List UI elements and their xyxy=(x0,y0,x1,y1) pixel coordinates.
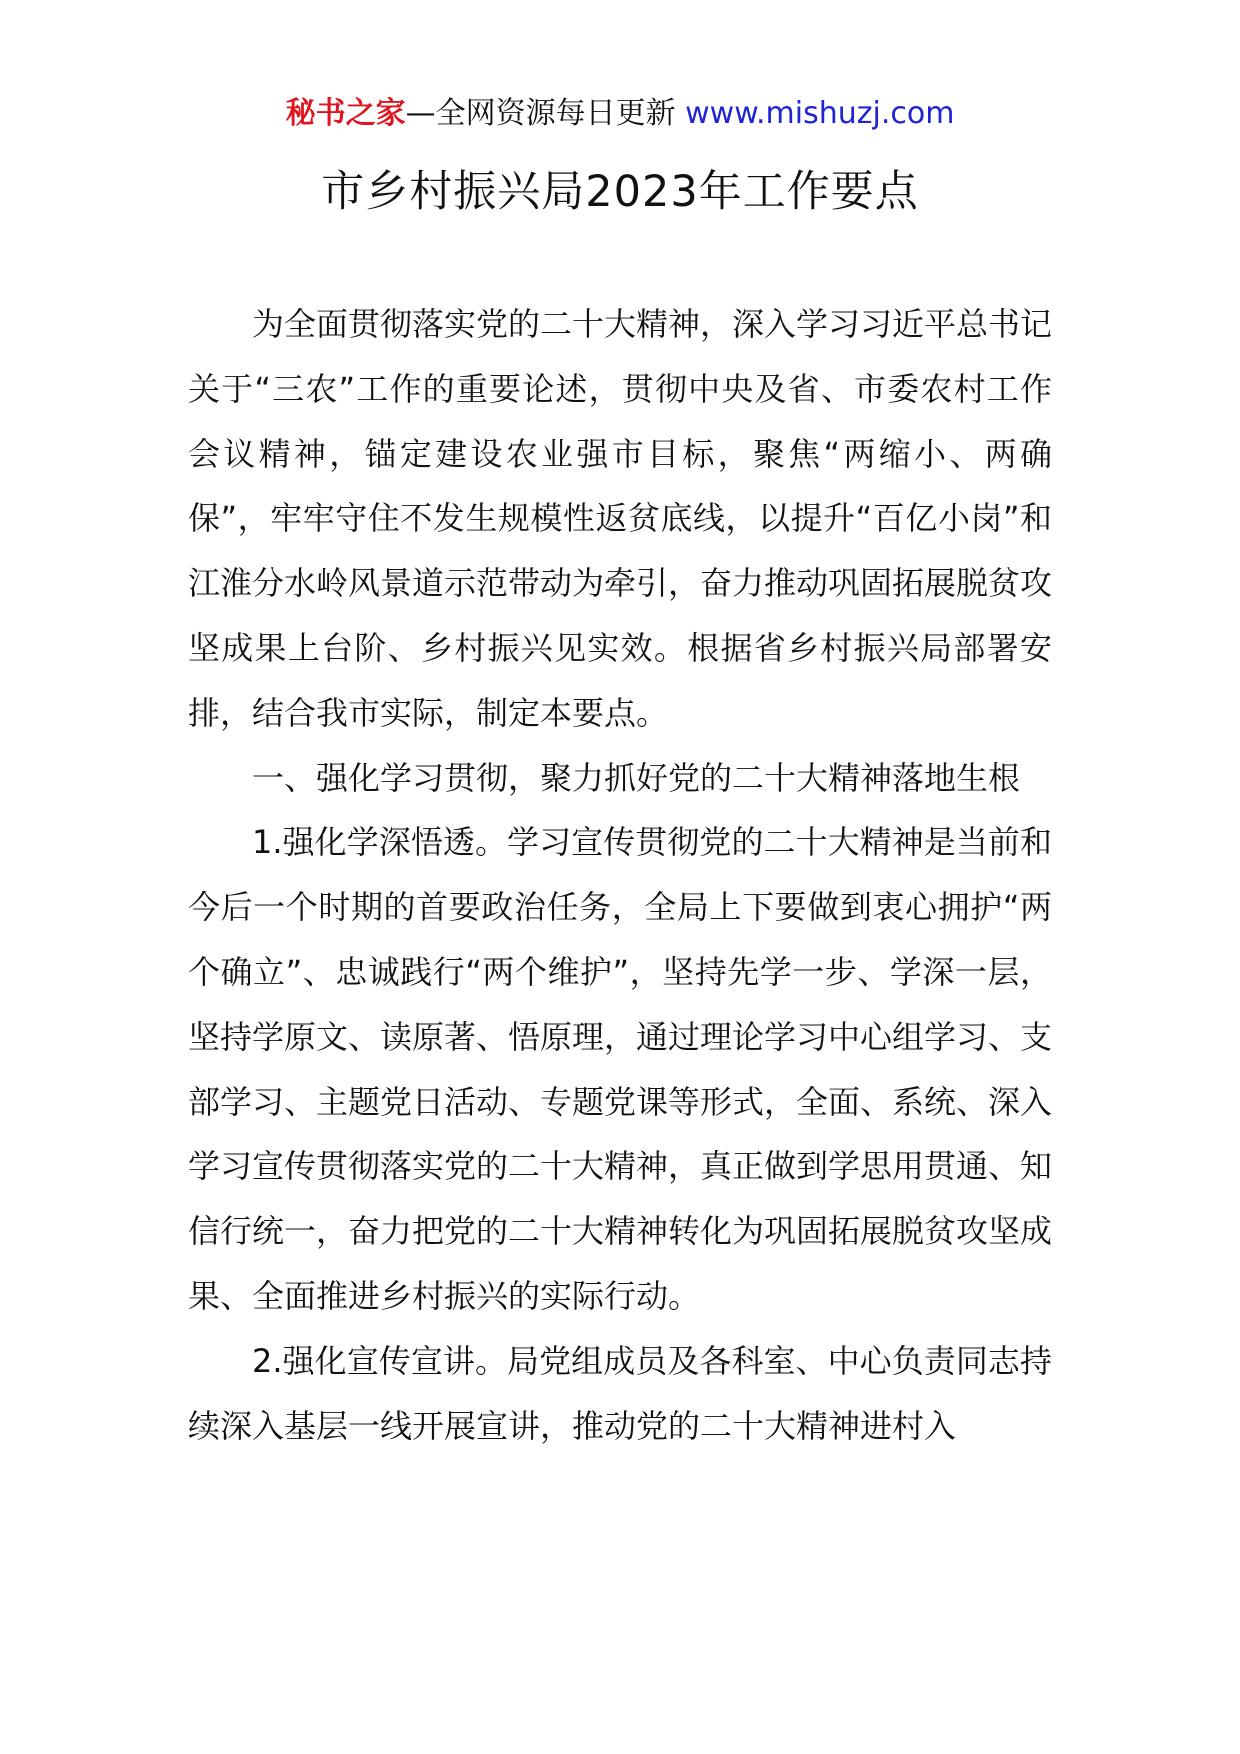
banner-brand: 秘书之家 xyxy=(285,96,406,131)
banner-tagline: —全网资源每日更新 xyxy=(405,96,676,131)
body-paragraph: 2.强化宣传宣讲。局党组成员及各科室、中心负责同志持续深入基层一线开展宣讲，推动党的二十大精神进村入 xyxy=(188,1341,1052,1445)
intro-paragraph: 为全面贯彻落实党的二十大精神，深入学习习近平总书记关于“三农”工作的重要论述，贯彻中央及省、市委农村工作会议精神，锚定建设农业强市目标，聚焦“两缩小、两确保”，牢牢守住不发生规模性返贫底线，以提升“百亿小岗”和江淮分水岭风景道示范带动为牵引，奋力推动巩固拓展脱贫攻坚成果上台阶、乡村振兴见实效。根据省乡村振兴局部署安排，结合我市实际，制定本要点。 xyxy=(188,305,1053,732)
banner-url-link[interactable]: www.mishuzj.com xyxy=(685,96,955,131)
document-title: 市乡村振兴局2023年工作要点 xyxy=(321,167,919,217)
body-paragraph: 1.强化学深悟透。学习宣传贯彻党的二十大精神是当前和今后一个时期的首要政治任务，全局上下要做到衷心拥护“两个确立”、忠诚践行“两个维护”，坚持先学一步、学深一层，坚持学原文、读原著、悟原理，通过理论学习中心组学习、支部学习、主题党日活动、专题党课等形式，全面、系统、深入学习宣传贯彻落实党的二十大精神，真正做到学思用贯通、知信行统一，奋力把党的二十大精神转化为巩固拓展脱贫攻坚成果、全面推进乡村振兴的实际行动。 xyxy=(188,823,1053,1315)
site-banner xyxy=(0,92,1240,136)
document-body xyxy=(188,292,1052,1458)
section-heading: 一、强化学习贯彻，聚力抓好党的二十大精神落地生根 xyxy=(252,758,1021,797)
